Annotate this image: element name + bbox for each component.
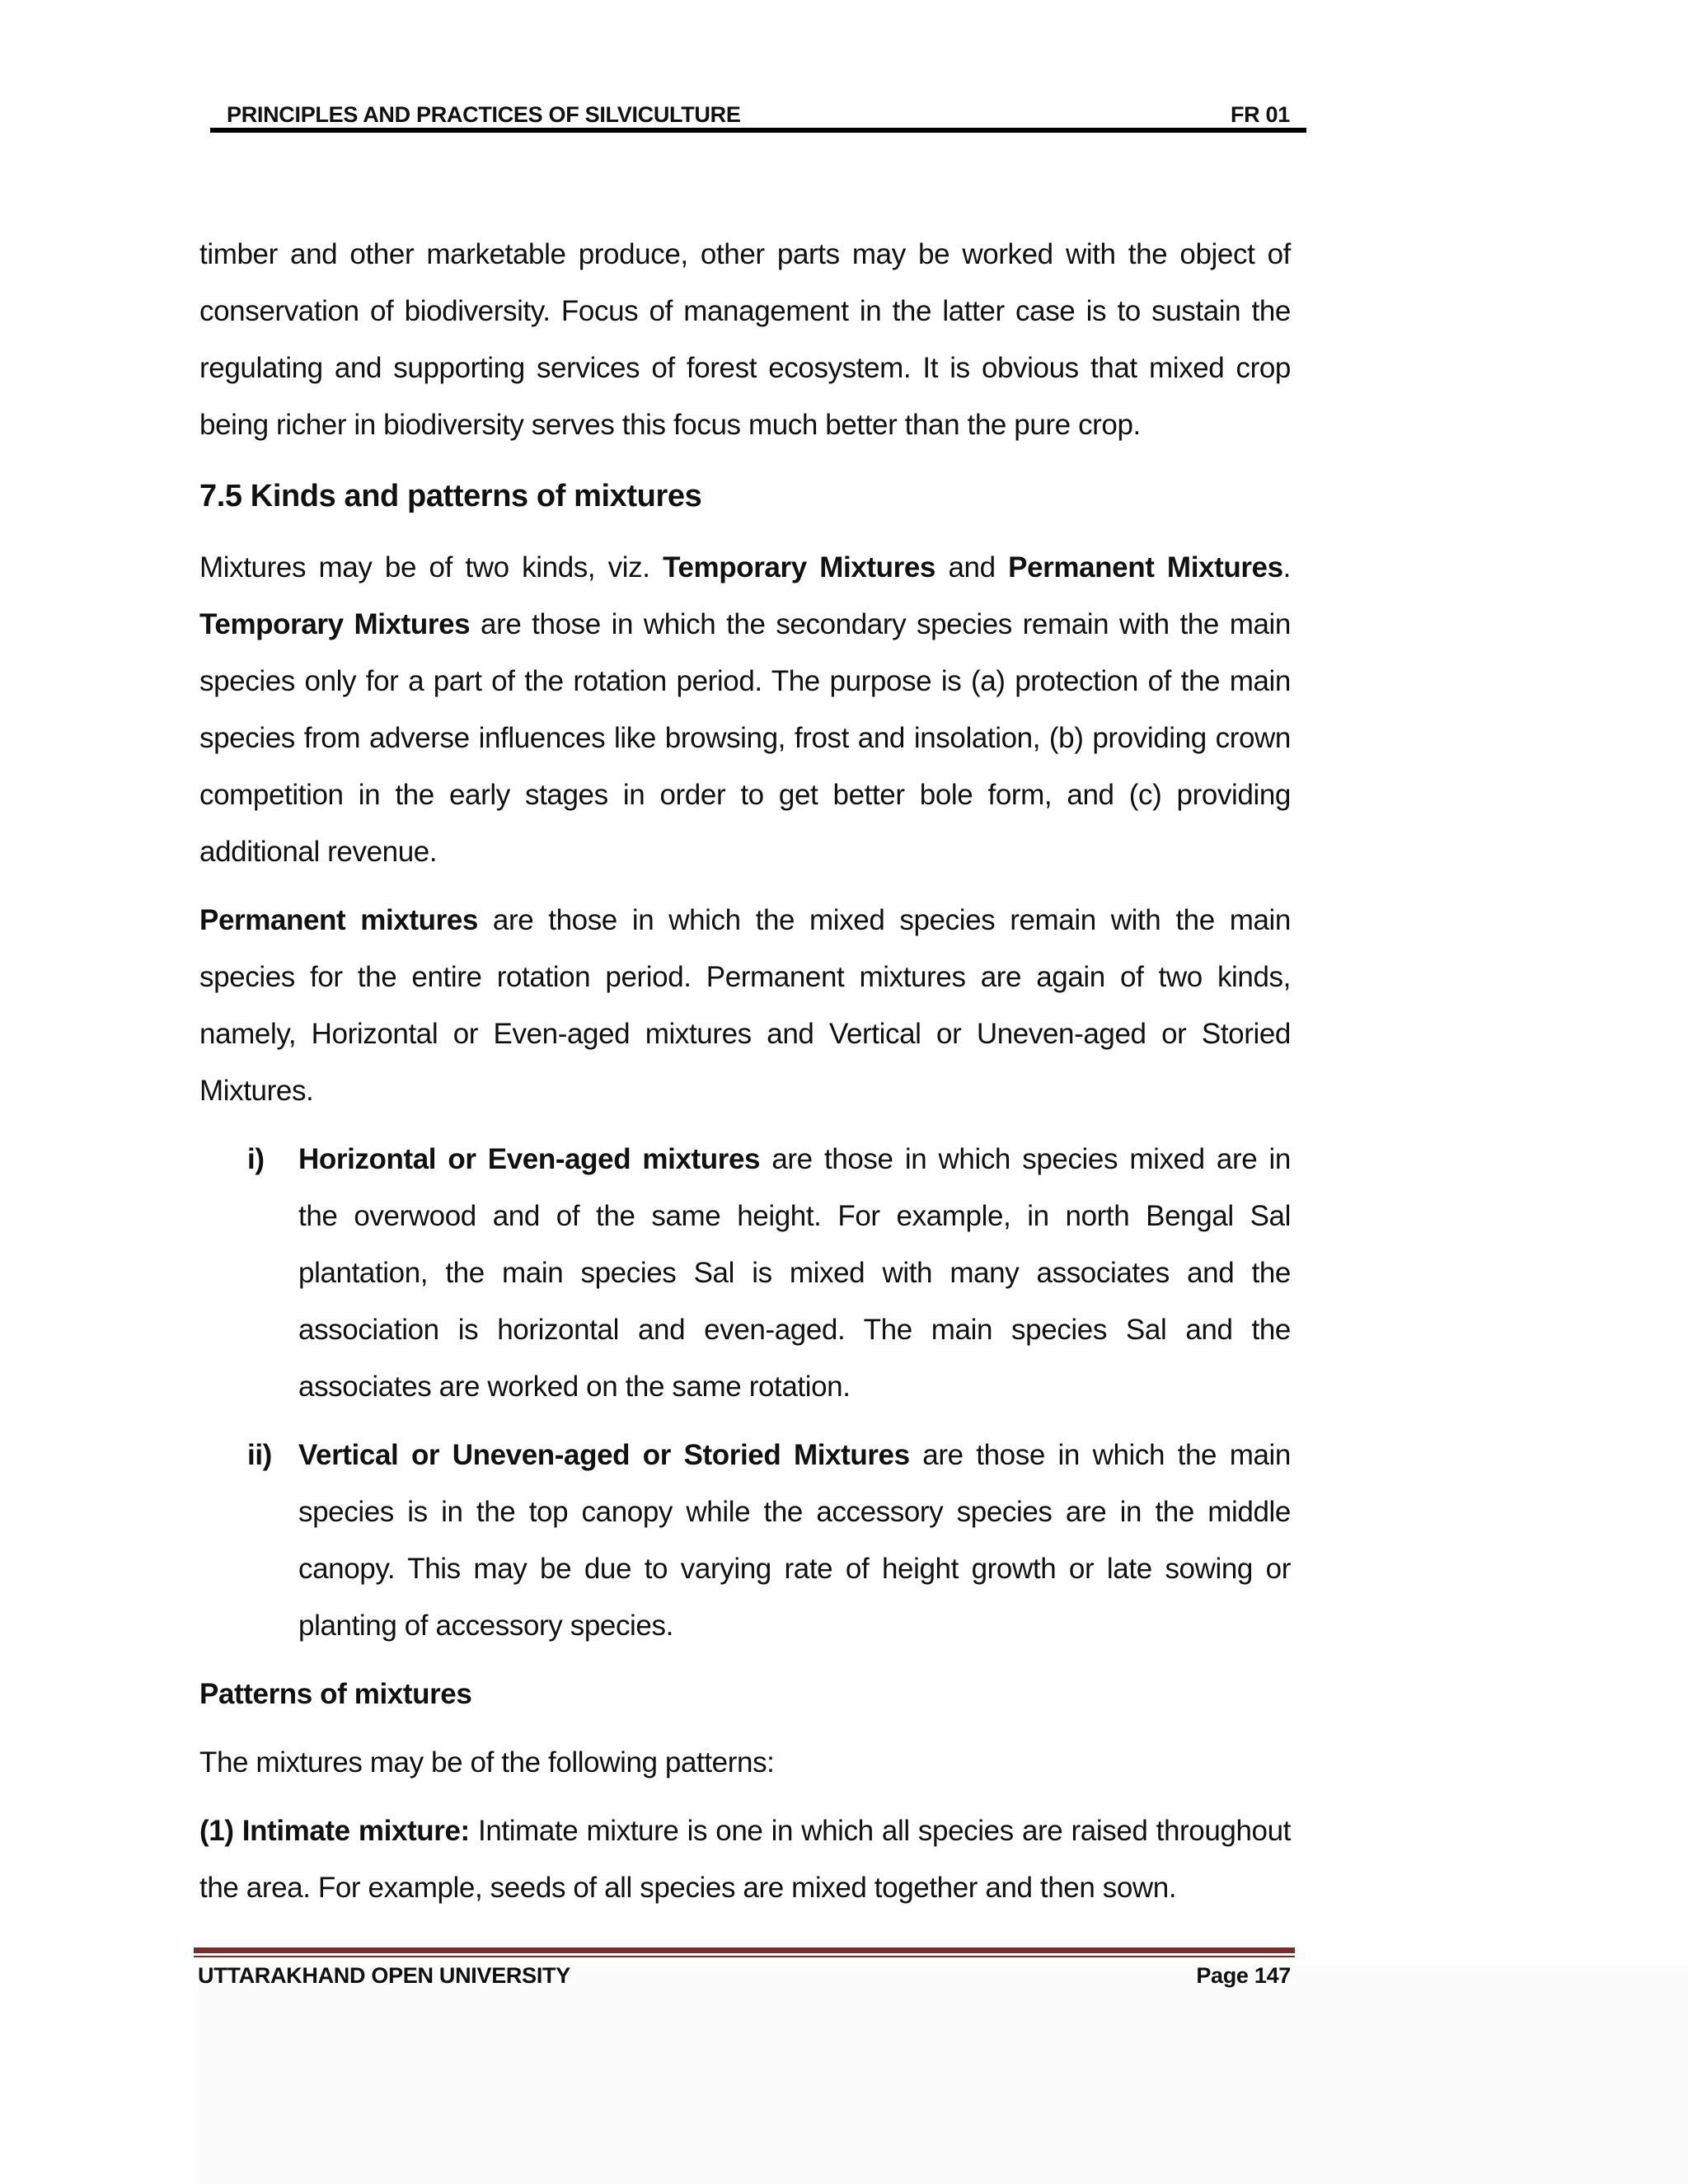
footer-university: UTTARAKHAND OPEN UNIVERSITY — [198, 1963, 570, 1988]
kinds-text-3: . — [1282, 551, 1291, 583]
patterns-heading: Patterns of mixtures — [199, 1678, 472, 1710]
running-header — [210, 97, 1306, 132]
footer-rule-thin — [194, 1956, 1295, 1957]
permanent-text: are those in which the mixed species remain with the main species for the entire rotation period. Permanent mixtures are again of two kinds, namely, Horizontal or Even-aged mixtures and Vertical or Uneven-aged or Storied Mixtures. — [199, 904, 1291, 1107]
intimate-text: Intimate mixture is one in which all species are raised throughout the area. For example, seeds of all species are mixed together and then sown. — [199, 1815, 1291, 1904]
page-bottom-shade — [198, 1966, 1688, 2184]
kinds-text-1: Mixtures may be of two kinds, viz. — [199, 551, 663, 583]
section-heading: 7.5 Kinds and patterns of mixtures — [199, 479, 702, 513]
patterns-intro: The mixtures may be of the following patterns: — [199, 1746, 775, 1779]
list-item-bold: Horizontal or Even-aged mixtures — [298, 1143, 761, 1175]
list-item — [199, 1427, 1291, 1654]
list-item-text: are those in which species mixed are in the overwood and of the same height. For example, in north Bengal Sal plantation, the main species Sal is mixed with many associates and the association is horizontal and even-aged. The main species Sal and the associates are worked on the same rotation. — [298, 1143, 1291, 1403]
kinds-text-2: and — [935, 551, 1009, 583]
list-item-body — [298, 1427, 1291, 1654]
list-item — [199, 1131, 1291, 1415]
kinds-text-4: are those in which the secondary species remain with the main species only for a part of the rotation period. The purpose is (a) protection of the main species from adverse influences like browsing, frost and insolation, (b) providing crown competition in the early stages in order to get better bole form, and (c) providing additional revenue. — [199, 608, 1291, 868]
footer-rule — [194, 1947, 1295, 1953]
list-marker: ii) — [247, 1439, 272, 1471]
header-rule — [210, 128, 1306, 133]
running-footer — [198, 1963, 1294, 1996]
header-course-code: FR 01 — [1230, 102, 1290, 127]
list-marker: i) — [247, 1143, 265, 1175]
kinds-paragraph — [199, 539, 1291, 880]
list-item-bold: Vertical or Uneven-aged or Storied Mixtures — [298, 1439, 910, 1471]
intimate-bold: (1) Intimate mixture: — [199, 1815, 470, 1847]
permanent-bold: Permanent mixtures — [199, 904, 478, 936]
list-item-body — [298, 1131, 1291, 1415]
kinds-bold-permanent: Permanent Mixtures — [1008, 551, 1283, 583]
mixture-kinds-list — [199, 1131, 1291, 1654]
page-content — [199, 226, 1291, 1928]
intro-paragraph: timber and other marketable produce, other parts may be worked with the object of conservation of biodiversity. Focus of management in the latter case is to sustain the regulating and supporting services of forest ecosystem. It is obvious that mixed crop being richer in biodiversity serves this focus much better than the pure crop. — [199, 238, 1291, 441]
page-number: Page 147 — [1196, 1963, 1291, 1988]
kinds-bold-temporary-2: Temporary Mixtures — [199, 608, 471, 640]
permanent-paragraph — [199, 892, 1291, 1119]
list-item-text: are those in which the main species is in the top canopy while the accessory species are in the middle canopy. This may be due to varying rate of height growth or late sowing or planting of accessory species. — [298, 1439, 1291, 1642]
intimate-paragraph — [199, 1802, 1291, 1916]
kinds-bold-temporary: Temporary Mixtures — [663, 551, 935, 583]
header-title: PRINCIPLES AND PRACTICES OF SILVICULTURE — [227, 102, 741, 127]
